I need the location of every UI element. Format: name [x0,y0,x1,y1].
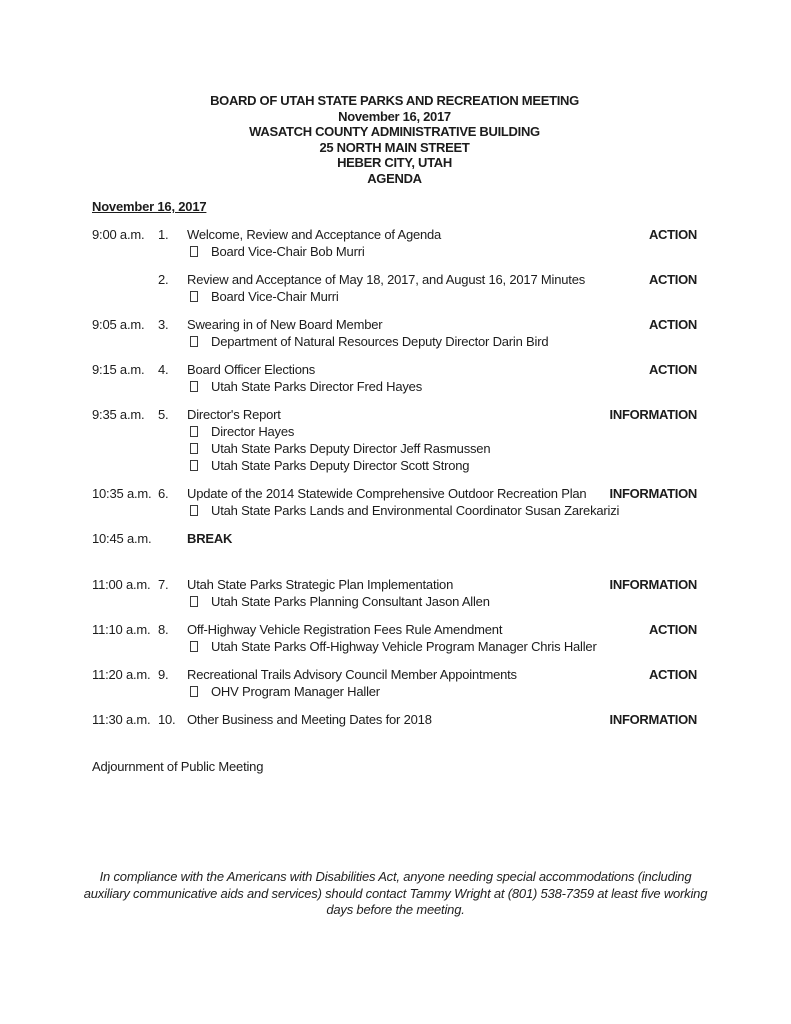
square-bullet-icon [190,336,198,347]
square-bullet-icon [190,381,198,392]
section-heading-date: November 16, 2017 [92,199,207,214]
presenter-name: Utah State Parks Planning Consultant Jason Allen [211,594,490,609]
square-bullet-icon [190,443,198,454]
presenter-name: Director Hayes [211,424,295,439]
square-bullet-icon [190,596,198,607]
presenter-list [187,638,697,655]
header-title-line: WASATCH COUNTY ADMINISTRATIVE BUILDING [249,124,540,139]
item-tag: INFORMATION [609,486,697,501]
adjournment-text: Adjournment of Public Meeting [92,759,264,774]
item-time: 9:35 a.m. [92,407,145,422]
item-tag: INFORMATION [609,407,697,422]
item-title: Board Officer Elections [187,362,316,377]
presenter-name: Utah State Parks Deputy Director Jeff Rasmussen [211,441,491,456]
agenda-item [92,711,697,728]
item-time: 10:35 a.m. [92,486,152,501]
agenda-item [92,406,697,474]
presenter-line [187,638,697,655]
item-title: Other Business and Meeting Dates for 2018 [187,712,432,727]
meeting-header [92,93,697,186]
header-title-line: BOARD OF UTAH STATE PARKS AND RECREATION MEETING [210,93,579,108]
item-number: 4. [158,362,169,377]
item-tag: ACTION [648,227,697,242]
presenter-line [187,683,697,700]
header-title-line: November 16, 2017 [338,108,451,124]
item-number: 7. [158,577,169,592]
presenter-list [187,502,697,519]
presenter-line [187,243,697,260]
item-number: 6. [158,486,169,501]
square-bullet-icon [190,686,198,697]
item-number: 10. [158,712,176,727]
item-tag: ACTION [648,272,697,287]
header-title-line: HEBER CITY, UTAH [337,155,452,170]
item-tag: ACTION [648,317,697,332]
agenda-item [92,226,697,260]
agenda-item [92,485,697,519]
square-bullet-icon [190,246,198,257]
presenter-list [187,243,697,260]
agenda-item [92,316,697,350]
presenter-line [187,502,697,519]
item-tag: INFORMATION [609,577,697,592]
item-title: Director's Report [187,407,281,422]
agenda-item [92,666,697,700]
item-title: Utah State Parks Strategic Plan Implementation [187,577,454,592]
presenter-line [187,593,697,610]
item-title: Review and Acceptance of May 18, 2017, and August 16, 2017 Minutes [187,272,586,287]
presenter-line [187,440,697,457]
presenter-line [187,378,697,395]
item-title: Welcome, Review and Acceptance of Agenda [187,227,442,242]
item-tag: INFORMATION [609,712,697,727]
square-bullet-icon [190,505,198,516]
item-tag: ACTION [648,622,697,637]
presenter-name: Utah State Parks Director Fred Hayes [211,379,422,394]
presenter-list [187,333,697,350]
document-content [92,93,697,775]
presenter-list [187,423,697,474]
item-number: 5. [158,407,169,422]
item-time: 10:45 a.m. [92,531,152,546]
item-title: Swearing in of New Board Member [187,317,383,332]
presenter-name: Utah State Parks Deputy Director Scott Strong [211,458,470,473]
item-number: 9. [158,667,169,682]
presenter-name: Board Vice-Chair Bob Murri [211,244,365,259]
presenter-list [187,683,697,700]
agenda-item [92,621,697,655]
item-number: 1. [158,227,169,242]
agenda-list [92,226,697,728]
item-number: 2. [158,272,169,287]
agenda-item [92,271,697,305]
presenter-line [187,333,697,350]
presenter-list [187,288,697,305]
presenter-name: Department of Natural Resources Deputy Director Darin Bird [211,334,549,349]
ada-compliance-note: In compliance with the Americans with Disabilities Act, anyone needing special accommodations (including auxiliary communicative aids and services) should contact Tammy Wright at (801) 538-7359 at least five working days before the meeting. [83,869,708,917]
item-title: BREAK [187,531,233,546]
item-tag: ACTION [648,362,697,377]
item-time: 11:20 a.m. [92,667,151,682]
square-bullet-icon [190,426,198,437]
header-title-line: AGENDA [367,170,422,186]
square-bullet-icon [190,291,198,302]
item-number: 8. [158,622,169,637]
item-time: 11:00 a.m. [92,577,151,592]
header-title-line: 25 NORTH MAIN STREET [319,139,470,155]
item-title: Update of the 2014 Statewide Comprehensive Outdoor Recreation Plan [187,486,587,501]
agenda-item [92,361,697,395]
item-time: 9:05 a.m. [92,317,145,332]
item-title: Off-Highway Vehicle Registration Fees Rule Amendment [187,622,503,637]
presenter-line [187,457,697,474]
presenter-name: Utah State Parks Lands and Environmental Coordinator Susan Zarekarizi [211,503,620,518]
agenda-item [92,576,697,610]
section-heading-wrap [92,198,697,226]
presenter-list [187,378,697,395]
presenter-list [187,593,697,610]
item-time: 9:15 a.m. [92,362,145,377]
item-time: 9:00 a.m. [92,227,145,242]
item-tag: ACTION [648,667,697,682]
item-time: 11:10 a.m. [92,622,151,637]
item-time: 11:30 a.m. [92,712,151,727]
square-bullet-icon [190,460,198,471]
item-number: 3. [158,317,169,332]
presenter-name: OHV Program Manager Haller [211,684,380,699]
presenter-name: Utah State Parks Off-Highway Vehicle Program Manager Chris Haller [211,639,597,654]
presenter-line [187,288,697,305]
agenda-item [92,530,697,547]
square-bullet-icon [190,641,198,652]
item-title: Recreational Trails Advisory Council Member Appointments [187,667,517,682]
presenter-name: Board Vice-Chair Murri [211,289,339,304]
presenter-line [187,423,697,440]
